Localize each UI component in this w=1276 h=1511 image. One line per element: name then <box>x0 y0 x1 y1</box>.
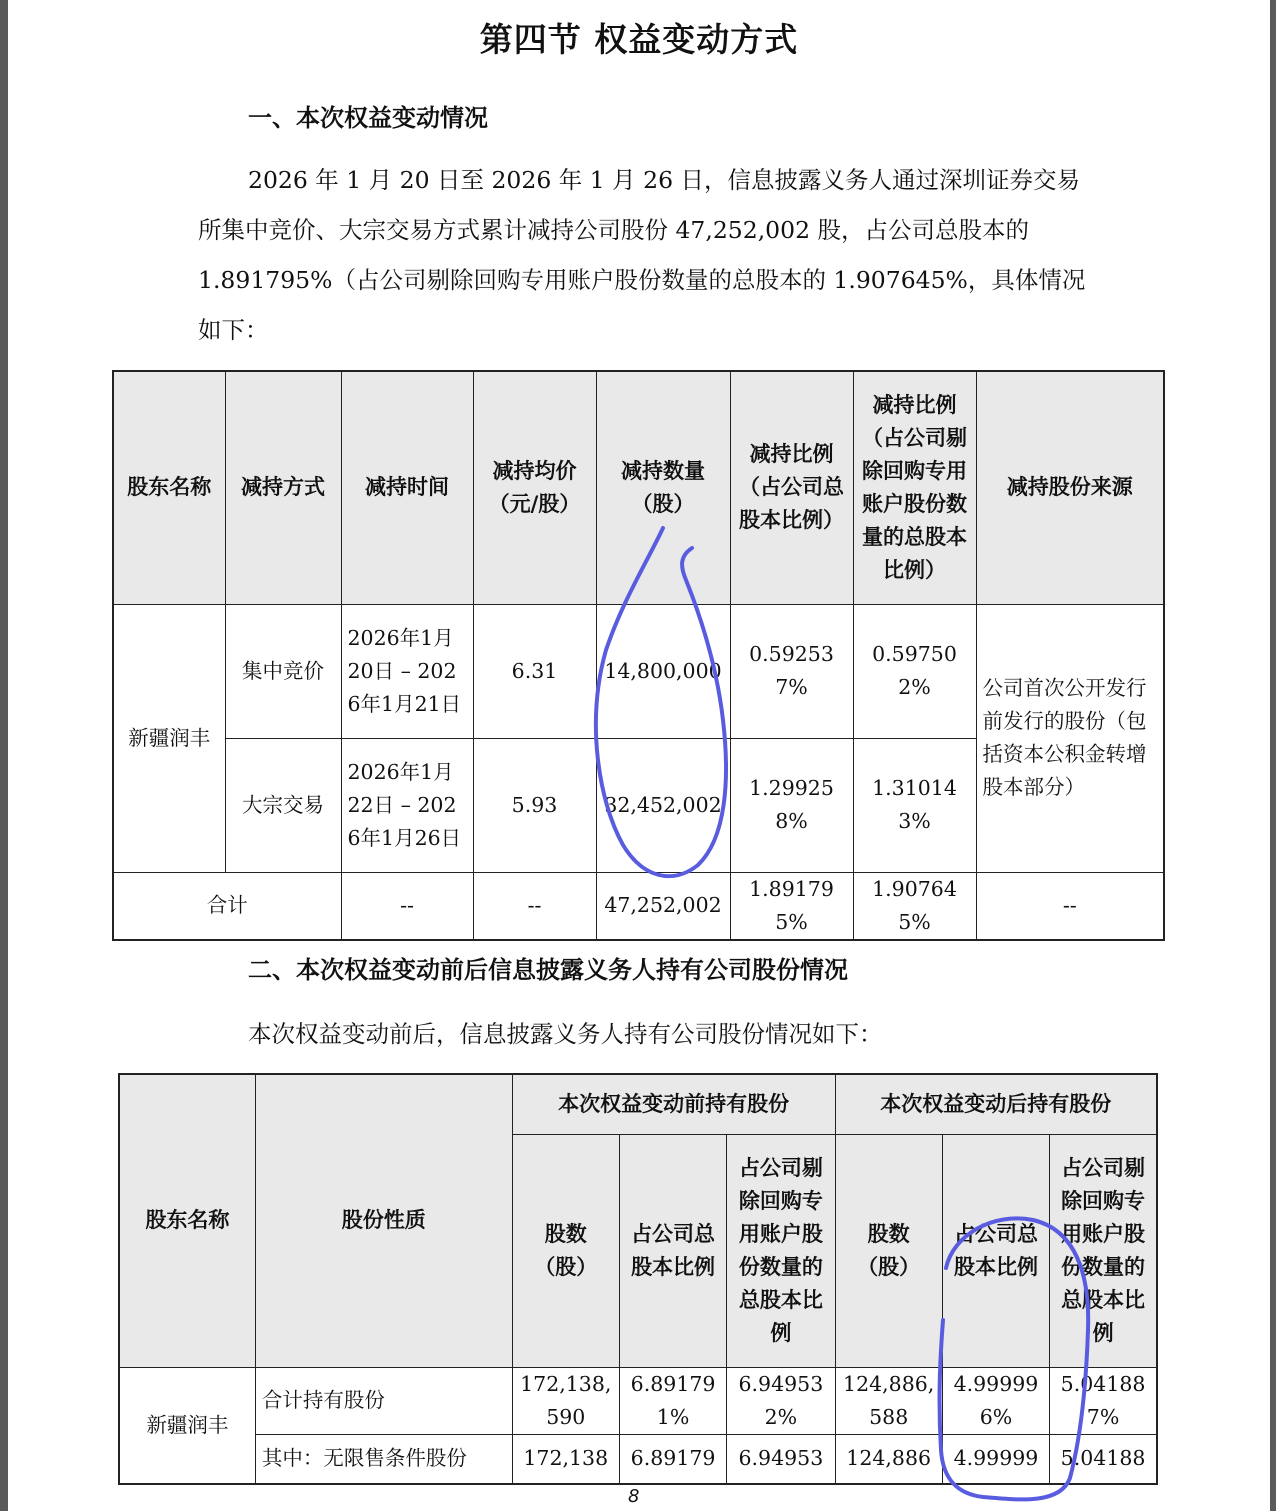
price-cell: 6.31 <box>473 604 596 738</box>
time-cell: 2026年1月22日 – 2026年1月26日 <box>341 738 473 872</box>
after-ratio-excl-cell: 5.04188 <box>1050 1434 1157 1484</box>
header-method: 减持方式 <box>225 371 341 604</box>
header-share-nature: 股份性质 <box>255 1074 512 1367</box>
after-shares-cell: 124,886 <box>835 1434 942 1484</box>
total-source: -- <box>976 872 1164 940</box>
quantity-cell: 14,800,000 <box>596 604 730 738</box>
header-before-ratio-excl: 占公司剔除回购专用账户股份数量的总股本比例 <box>727 1134 835 1367</box>
header-ratio-excl-buyback: 减持比例（占公司剔除回购专用账户股份数量的总股本比例） <box>853 371 976 604</box>
header-avg-price: 减持均价（元/股） <box>473 371 596 604</box>
header-shareholder: 股东名称 <box>119 1074 255 1367</box>
header-after-change: 本次权益变动后持有股份 <box>835 1074 1157 1134</box>
total-time: -- <box>341 872 473 940</box>
quantity-cell: 32,452,002 <box>596 738 730 872</box>
share-source-cell: 公司首次公开发行前发行的股份（包括资本公积金转增股本部分） <box>976 604 1164 872</box>
holdings-table <box>118 1073 1158 1485</box>
table-row <box>119 1367 1157 1434</box>
total-label: 合计 <box>113 872 341 940</box>
header-time: 减持时间 <box>341 371 473 604</box>
section2-heading: 二、本次权益变动前后信息披露义务人持有公司股份情况 <box>248 956 848 984</box>
before-shares-cell: 172,138,590 <box>512 1367 619 1434</box>
header-before-shares: 股数（股） <box>512 1134 619 1367</box>
after-ratio-cell: 4.99999 <box>942 1434 1049 1484</box>
share-nature-cell: 其中：无限售条件股份 <box>255 1434 512 1484</box>
section1-heading: 一、本次权益变动情况 <box>248 104 488 132</box>
after-ratio-cell: 4.999996% <box>942 1367 1049 1434</box>
table-row <box>119 1434 1157 1484</box>
header-shareholder: 股东名称 <box>113 371 225 604</box>
total-price: -- <box>473 872 596 940</box>
ratio-excl-cell: 0.597502% <box>853 604 976 738</box>
before-ratio-cell: 6.891791% <box>619 1367 726 1434</box>
total-quantity: 47,252,002 <box>596 872 730 940</box>
method-cell: 大宗交易 <box>225 738 341 872</box>
total-ratio-excl: 1.907645% <box>853 872 976 940</box>
header-quantity: 减持数量（股） <box>596 371 730 604</box>
section1-paragraph: 2026 年 1 月 20 日至 2026 年 1 月 26 日，信息披露义务人通过深圳证券交易所集中竞价、大宗交易方式累计减持公司股份 47,252,002 股，占公司总股本的 1.891795%（占公司剔除回购专用账户股份数量的总股本的 1.907645%，具体情况如下： <box>198 166 1086 344</box>
table-row <box>113 604 1164 738</box>
section-title: 第四节 权益变动方式 <box>479 20 799 59</box>
before-ratio-excl-cell: 6.94953 <box>727 1434 835 1484</box>
shareholder-cell: 新疆润丰 <box>113 604 225 872</box>
shareholder-cell: 新疆润丰 <box>119 1367 255 1484</box>
method-cell: 集中竞价 <box>225 604 341 738</box>
header-after-ratio: 占公司总股本比例 <box>942 1134 1049 1367</box>
header-before-change: 本次权益变动前持有股份 <box>512 1074 835 1134</box>
reduction-table <box>112 370 1165 941</box>
header-before-ratio: 占公司总股本比例 <box>619 1134 726 1367</box>
header-after-ratio-excl: 占公司剔除回购专用账户股份数量的总股本比例 <box>1050 1134 1157 1367</box>
ratio-total-cell: 1.299258% <box>730 738 853 872</box>
document-page <box>8 0 1270 1511</box>
before-ratio-cell: 6.89179 <box>619 1434 726 1484</box>
before-ratio-excl-cell: 6.949532% <box>727 1367 835 1434</box>
page-number: 8 <box>628 1486 640 1507</box>
time-cell: 2026年1月20日 – 2026年1月21日 <box>341 604 473 738</box>
header-after-shares: 股数（股） <box>835 1134 942 1367</box>
after-ratio-excl-cell: 5.041887% <box>1050 1367 1157 1434</box>
total-ratio-total: 1.891795% <box>730 872 853 940</box>
header-ratio-total: 减持比例（占公司总股本比例） <box>730 371 853 604</box>
section2-paragraph: 本次权益变动前后，信息披露义务人持有公司股份情况如下： <box>248 1020 883 1048</box>
price-cell: 5.93 <box>473 738 596 872</box>
total-row <box>113 872 1164 940</box>
header-share-source: 减持股份来源 <box>976 371 1164 604</box>
after-shares-cell: 124,886,588 <box>835 1367 942 1434</box>
share-nature-cell: 合计持有股份 <box>255 1367 512 1434</box>
before-shares-cell: 172,138 <box>512 1434 619 1484</box>
ratio-excl-cell: 1.310143% <box>853 738 976 872</box>
ratio-total-cell: 0.592537% <box>730 604 853 738</box>
